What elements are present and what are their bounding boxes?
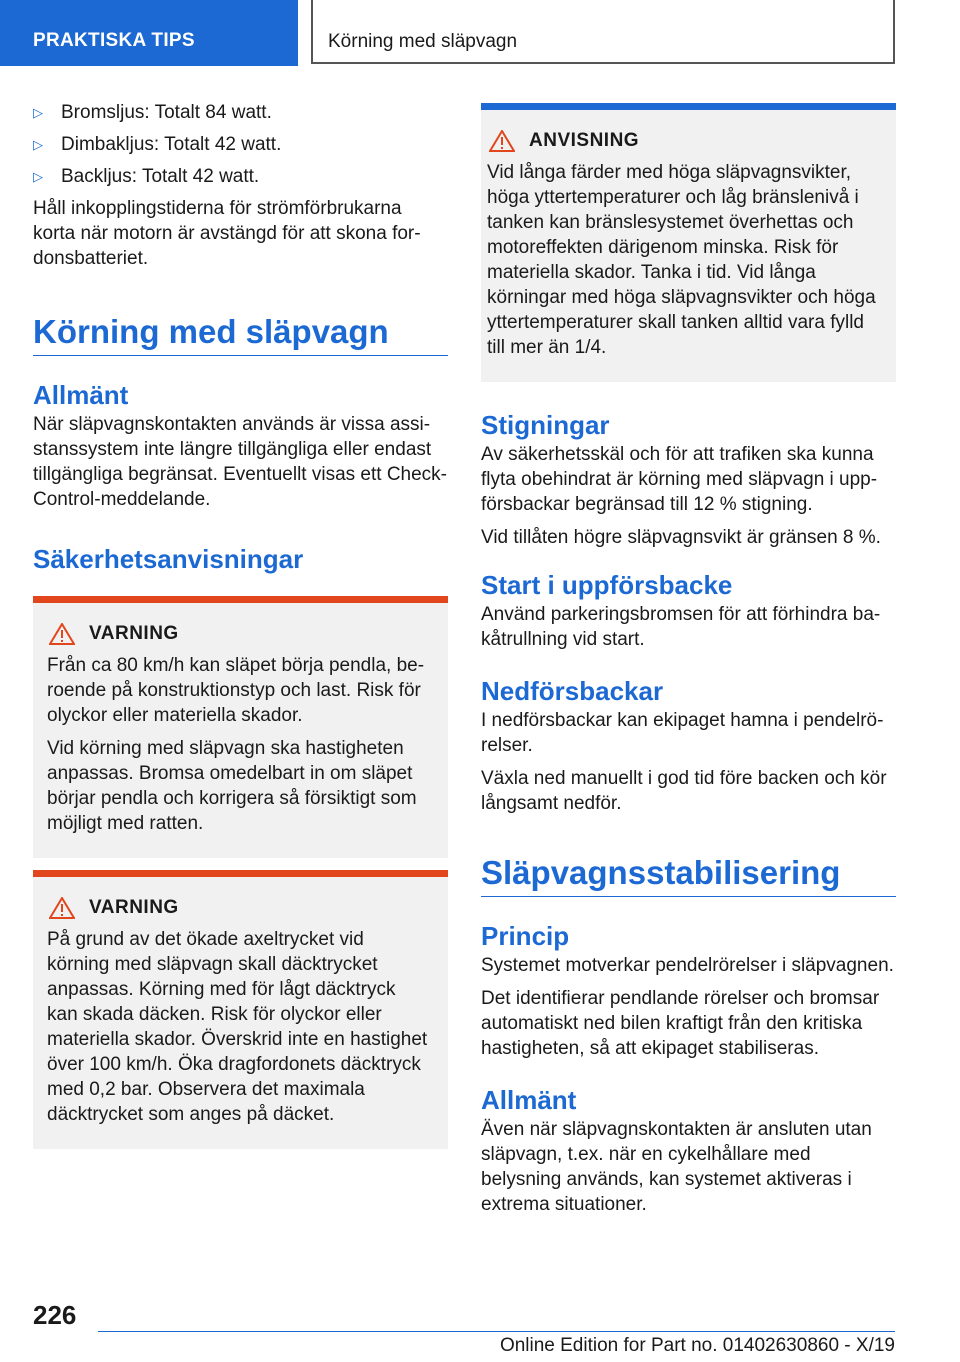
left-column xyxy=(33,100,448,1149)
note-header xyxy=(487,128,876,154)
section-tab: PRAKTISKA TIPS xyxy=(0,0,298,66)
warning-text: Vid körning med släpvagn ska hastigheten anpassas. Bromsa omedelbart in om släpet börjar pendla och korrigera så försiktigt som möjligt med ratten. xyxy=(47,738,417,834)
edition-text: Online Edition for Part no. 01402630860 - X/19 xyxy=(499,1335,895,1356)
intro-paragraph: Håll inkopplingstiderna för strömförbrukarna korta när motorn är avstängd för att skona fordonsbatteriet. xyxy=(33,198,421,269)
note-text: Vid långa färder med höga släpvagnsvikter, höga yttertemperaturer och låg bränslenivå i tanken kan bränslesystemet överhettas och motoreffekten därigenom minska. Risk för materiella skador. Tanka i tid. Vid långa körningar med höga släpvagnsvikter och höga yttertemperaturer skall tanken alltid vara fylld till mer än 1/4. xyxy=(487,162,876,358)
allmant-paragraph: Även när släpvagnskontakten är ansluten utan släpvagn, t.ex. när en cykelhållare med belysning används, kan systemet aktiveras i extrema situationer. xyxy=(481,1119,872,1215)
allmant-paragraph: När släpvagnskontakten används är vissa assistanssystem inte längre tillgängliga eller endast tillgängliga begränsat. Eventuellt visas ett Check-Control-meddelande. xyxy=(33,414,448,510)
triangle-bullet-icon: ▷ xyxy=(33,137,43,152)
warning-box xyxy=(33,870,448,1149)
warning-text: På grund av det ökade axeltrycket vid körning med släpvagn skall däcktrycket anpassas. Körning med för lågt däcktryck kan skada däcken. Risk för olyckor eller materiella skador. Överskrid inte en hastighet över 100 km/h. Öka dragfordonets däcktryck med 0,2 bar. Observera det maximala däcktrycket som anges på däcket. xyxy=(47,929,428,1125)
nedfors-paragraph: I nedförsbackar kan ekipaget hamna i pendelrörelser. xyxy=(481,710,884,756)
right-column xyxy=(481,103,896,1225)
warning-triangle-icon xyxy=(49,623,75,645)
nedfors-paragraph: Växla ned manuellt i god tid före backen och kör långsamt nedför. xyxy=(481,768,887,814)
warning-label: VARNING xyxy=(89,897,179,918)
stigningar-paragraph: Vid tillåten högre släpvagnsvikt är gränsen 8 %. xyxy=(481,527,881,548)
triangle-bullet-icon: ▷ xyxy=(33,105,43,120)
warning-label: VARNING xyxy=(89,623,179,644)
subheading-nedfors: Nedförsbackar xyxy=(481,676,664,706)
section-title: Släpvagnsstabilisering xyxy=(481,852,896,897)
subheading-safety: Säkerhetsanvisningar xyxy=(33,544,304,574)
list-item: ▷ Backljus: Totalt 42 watt. xyxy=(33,166,260,187)
subheading-allmant: Allmänt xyxy=(33,380,129,410)
princip-paragraph: Det identifierar pendlande rörelser och bromsar automatiskt ned bilen kraftigt från den kritiska hastigheten, så att ekipaget stabiliseras. xyxy=(481,988,880,1059)
list-item: ▷ Bromsljus: Totalt 84 watt. xyxy=(33,102,272,123)
note-label: ANVISNING xyxy=(529,130,640,151)
start-paragraph: Använd parkeringsbromsen för att förhindra bakåtrullning vid start. xyxy=(481,604,881,650)
warning-triangle-icon xyxy=(49,897,75,919)
triangle-bullet-icon: ▷ xyxy=(33,169,43,184)
list-item: ▷ Dimbakljus: Totalt 42 watt. xyxy=(33,134,282,155)
warning-header xyxy=(47,621,428,647)
warning-box xyxy=(33,596,448,858)
subheading-princip: Princip xyxy=(481,921,570,951)
warning-header xyxy=(47,895,428,921)
chapter-title: Körning med släpvagn xyxy=(311,0,895,64)
subheading-stigningar: Stigningar xyxy=(481,410,610,440)
note-box xyxy=(481,103,896,382)
subheading-start: Start i uppförsbacke xyxy=(481,570,733,600)
warning-triangle-icon xyxy=(489,130,515,152)
warning-text: Från ca 80 km/h kan släpet börja pendla, beroende på konstruktionstyp och last. Risk för olyckor eller materiella skador. xyxy=(47,655,425,726)
page-number: 226 xyxy=(33,1300,77,1330)
subheading-allmant: Allmänt xyxy=(481,1085,577,1115)
bulb-list xyxy=(33,100,448,189)
princip-paragraph: Systemet motverkar pendelrörelser i släpvagnen. xyxy=(481,955,894,976)
page-header xyxy=(0,0,960,66)
stigningar-paragraph: Av säkerhetsskäl och för att trafiken ska kunna flyta obehindrat är körning med släpvagn i uppförsbackar begränsad till 12 % stigning. xyxy=(481,444,878,515)
section-title: Körning med släpvagn xyxy=(33,311,448,356)
